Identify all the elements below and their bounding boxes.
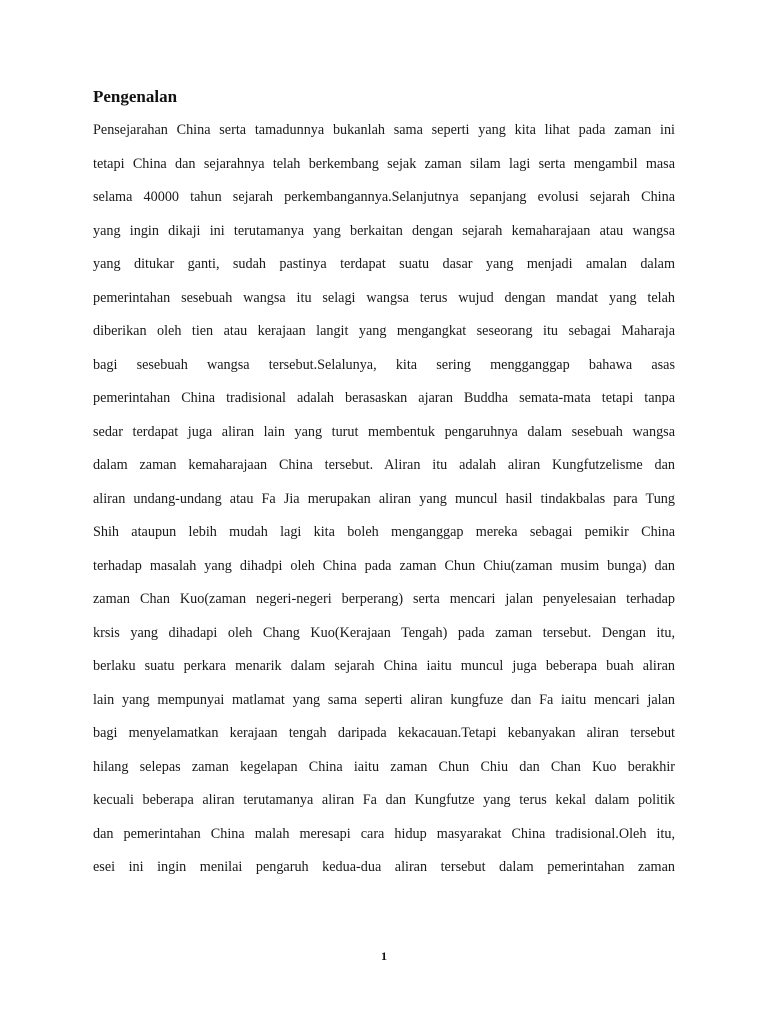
body-paragraph	[93, 118, 675, 889]
paragraph-line: Shih ataupun lebih mudah lagi kita boleh menganggap mereka sebagai pemikir China	[93, 524, 675, 540]
paragraph-line: tetapi China dan sejarahnya telah berkembang sejak zaman silam lagi serta mengambil masa	[93, 155, 675, 172]
paragraph-line: berlaku suatu perkara menarik dalam sejarah China iaitu muncul juga beberapa buah aliran	[93, 658, 675, 674]
paragraph-line: yang ditukar ganti, sudah pastinya terdapat suatu dasar yang menjadi amalan dalam	[93, 256, 675, 272]
paragraph-line: pemerintahan China tradisional adalah berasaskan ajaran Buddha semata-mata tetapi tanpa	[93, 390, 675, 406]
paragraph-line: selama 40000 tahun sejarah perkembangannya.Selanjutnya sepanjang evolusi sejarah China	[93, 189, 675, 205]
paragraph-line: kecuali beberapa aliran terutamanya aliran Fa dan Kungfutze yang terus kekal dalam politik	[93, 792, 675, 808]
paragraph-line: dan pemerintahan China malah meresapi cara hidup masyarakat China tradisional.Oleh itu,	[93, 825, 675, 842]
paragraph-line: lain yang mempunyai matlamat yang sama seperti aliran kungfuze dan Fa iaitu mencari jalan	[93, 691, 675, 708]
paragraph-line: hilang selepas zaman kegelapan China iaitu zaman Chun Chiu dan Chan Kuo berakhir	[93, 758, 675, 775]
paragraph-line: zaman Chan Kuo(zaman negeri-negeri berperang) serta mencari jalan penyelesaian terhadap	[93, 591, 675, 607]
paragraph-line: yang ingin dikaji ini terutamanya yang berkaitan dengan sejarah kemaharajaan atau wangsa	[93, 222, 675, 239]
paragraph-line: dalam zaman kemaharajaan China tersebut. Aliran itu adalah aliran Kungfutzelisme dan	[93, 457, 675, 473]
paragraph-line: sedar terdapat juga aliran lain yang turut membentuk pengaruhnya dalam sesebuah wangsa	[93, 423, 675, 440]
paragraph-line: terhadap masalah yang dihadpi oleh China pada zaman Chun Chiu(zaman musim bunga) dan	[93, 557, 675, 574]
paragraph-line: bagi sesebuah wangsa tersebut.Selalunya, kita sering mengganggap bahawa asas	[93, 356, 675, 373]
paragraph-line: aliran undang-undang atau Fa Jia merupakan aliran yang muncul hasil tindakbalas para Tung	[93, 490, 675, 507]
paragraph-line: Pensejarahan China serta tamadunnya bukanlah sama seperti yang kita lihat pada zaman ini	[93, 122, 675, 138]
section-heading: Pengenalan	[93, 87, 178, 106]
paragraph-line: esei ini ingin menilai pengaruh kedua-dua aliran tersebut dalam pemerintahan zaman	[93, 859, 675, 875]
paragraph-line: krsis yang dihadapi oleh Chang Kuo(Kerajaan Tengah) pada zaman tersebut. Dengan itu,	[93, 624, 675, 641]
page-number: 1	[381, 949, 387, 963]
paragraph-line: bagi menyelamatkan kerajaan tengah daripada kekacauan.Tetapi kebanyakan aliran tersebut	[93, 725, 675, 741]
paragraph-line: diberikan oleh tien atau kerajaan langit yang mengangkat seseorang itu sebagai Maharaja	[93, 323, 675, 339]
paragraph-line: pemerintahan sesebuah wangsa itu selagi wangsa terus wujud dengan mandat yang telah	[93, 289, 675, 306]
